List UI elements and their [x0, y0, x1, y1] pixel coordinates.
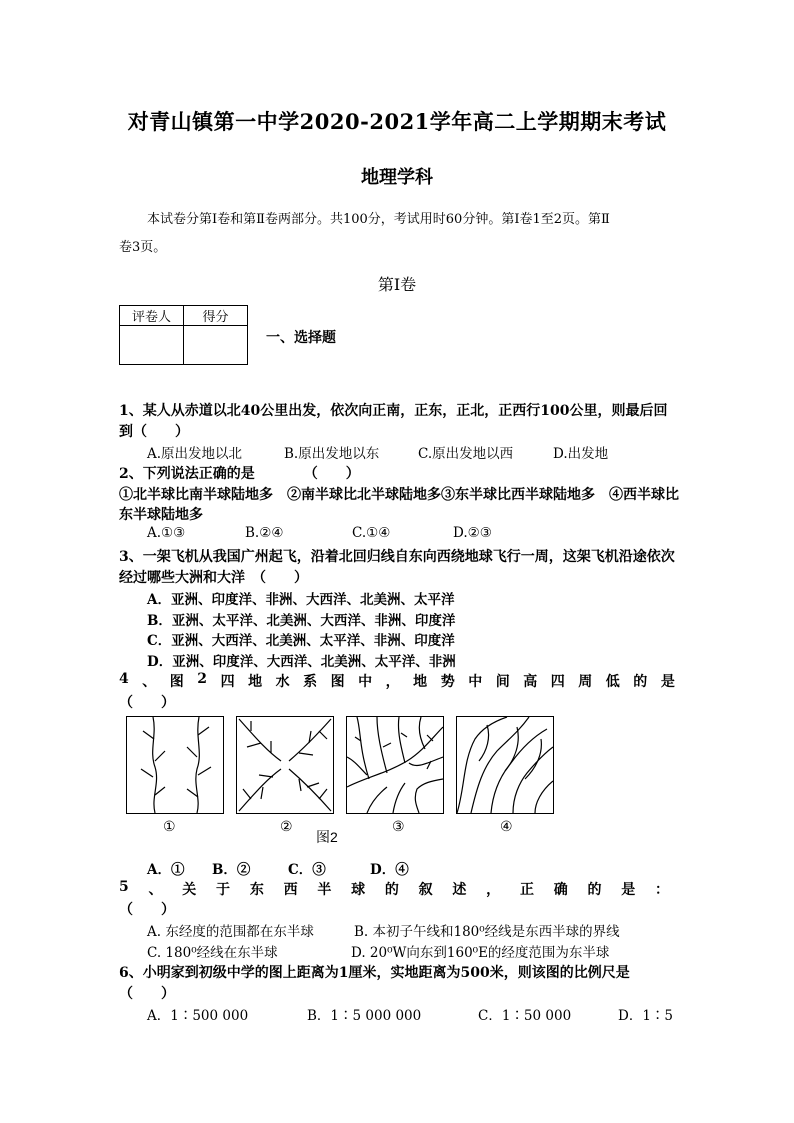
q5-char: 半 — [317, 882, 332, 898]
part-heading: 一、选择题 — [266, 330, 336, 346]
q3-option-d: D．亚洲、印度洋、大西洋、北美洲、太平洋、非洲 — [147, 654, 456, 670]
q5-char: 东 — [249, 882, 264, 898]
figure-label-3: ③ — [392, 819, 405, 835]
score-header: 得分 — [184, 306, 248, 326]
figure-label-1: ① — [163, 819, 176, 835]
q4-char: 四 — [550, 674, 565, 690]
q4-stem — [119, 671, 675, 691]
q4-option-c: C．③ — [288, 862, 326, 878]
q1-option-d: D.出发地 — [553, 446, 609, 462]
q5-char: 的 — [384, 882, 399, 898]
q2-option-b: B.②④ — [245, 525, 284, 541]
q5-char: 述 — [452, 882, 467, 898]
q4-char: 中 — [358, 674, 373, 690]
q1-option-c: C.原出发地以西 — [418, 446, 514, 462]
q2-option-a: A.①③ — [147, 525, 186, 541]
figure-label-4: ④ — [500, 819, 513, 835]
q5-char: 西 — [283, 882, 298, 898]
q5-stem-line2: （ ） — [119, 902, 175, 918]
q2-line2: ①北半球比南半球陆地多 ②南半球比北半球陆地多③东半球比西半球陆地多 ④西半球比 — [119, 487, 679, 503]
q4-char: 势 — [440, 674, 455, 690]
q5-char: 的 — [587, 882, 602, 898]
q6-option-b: B．1∶5 000 000 — [307, 1008, 422, 1024]
q6-stem-line1: 6、小明家到初级中学的图上距离为1厘米，实地距离为500米，则该图的比例尺是 — [119, 965, 630, 981]
q2-option-d: D.②③ — [453, 525, 492, 541]
q4-char: 系 — [303, 674, 318, 690]
q4-char: 地 — [413, 674, 428, 690]
q1-stem-line2: 到（ ） — [119, 424, 189, 440]
q1-stem-line1: 1、某人从赤道以北40公里出发，依次向正南，正东，正北，正西行100公里，则最后回 — [119, 403, 668, 419]
drainage-figure-2 — [236, 716, 334, 814]
exam-title: 对青山镇第一中学2020-2021学年高二上学期期末考试 — [127, 109, 667, 134]
q5-char: 球 — [351, 882, 366, 898]
grader-header: 评卷人 — [120, 306, 184, 326]
q5-char: ， — [486, 882, 501, 898]
q2-line3: 东半球陆地多 — [119, 507, 203, 523]
q4-char: 2 — [197, 671, 208, 687]
score-cell — [184, 326, 248, 365]
q4-option-d: D．④ — [370, 862, 409, 878]
q5-char: ： — [655, 882, 669, 898]
q5-char: 、 — [148, 882, 163, 898]
q4-char: 四 — [220, 674, 235, 690]
q5-char: 确 — [553, 882, 568, 898]
q2-option-c: C.①④ — [352, 525, 391, 541]
q5-char: 5 — [119, 879, 129, 895]
q4-char: 的 — [633, 674, 648, 690]
drainage-figure-4 — [456, 716, 554, 814]
q3-option-a: A．亚洲、印度洋、非洲、大西洋、北美洲、太平洋 — [147, 592, 455, 608]
drainage-figure-1 — [126, 716, 224, 814]
q5-option-a: A. 东经度的范围都在东半球 — [147, 924, 314, 940]
q6-option-c: C．1∶50 000 — [478, 1008, 572, 1024]
q5-option-d: D. 20⁰W向东到160⁰E的经度范围为东半球 — [351, 945, 610, 961]
figure-label-2: ② — [280, 819, 293, 835]
drainage-figure-3 — [346, 716, 444, 814]
q4-char: 周 — [578, 674, 593, 690]
q4-char: 图 — [330, 674, 345, 690]
q5-stem — [119, 879, 669, 899]
q6-option-d: D．1∶5 — [618, 1008, 674, 1024]
subject-title: 地理学科 — [361, 167, 433, 188]
q4-char: 图 — [169, 674, 184, 690]
q1-option-b: B.原出发地以东 — [284, 446, 380, 462]
q4-char: 地 — [248, 674, 263, 690]
q5-char: 正 — [519, 882, 534, 898]
q4-char: 4 — [119, 671, 129, 687]
grader-cell — [120, 326, 184, 365]
q4-char: 水 — [275, 674, 290, 690]
q1-option-a: A.原出发地以北 — [147, 446, 243, 462]
q3-stem-line1: 3、一架飞机从我国广州起飞，沿着北回归线自东向西绕地球飞行一周，这架飞机沿途依次 — [119, 549, 675, 565]
q2-stem: 2、下列说法正确的是 （ ） — [119, 466, 360, 482]
q3-option-b: B．亚洲、太平洋、北美洲、大西洋、非洲、印度洋 — [147, 613, 456, 629]
intro-line-1: 本试卷分第Ⅰ卷和第Ⅱ卷两部分。共100分，考试用时60分钟。第Ⅰ卷1至2页。第Ⅱ — [147, 212, 610, 227]
q5-char: 于 — [216, 882, 231, 898]
q6-option-a: A．1∶500 000 — [147, 1008, 249, 1024]
q4-stem-line2: （ ） — [119, 695, 175, 711]
q5-option-b: B. 本初子午线和180⁰经线是东西半球的界线 — [354, 924, 620, 940]
grading-table — [119, 305, 248, 365]
q5-option-c: C. 180⁰经线在东半球 — [147, 945, 278, 961]
q4-char: 是 — [660, 674, 675, 690]
q4-char: 低 — [605, 674, 620, 690]
figure-caption: 图2 — [316, 829, 338, 845]
q4-char: 中 — [468, 674, 483, 690]
q3-stem-line2: 经过哪些大洲和大洋 （ ） — [119, 570, 308, 586]
q4-option-a: A．① — [147, 862, 185, 878]
q4-char: 、 — [142, 674, 157, 690]
q4-char: ， — [385, 674, 400, 690]
q5-char: 是 — [621, 882, 636, 898]
q6-stem-line2: （ ） — [119, 986, 175, 1002]
q5-char: 关 — [182, 882, 197, 898]
q4-char: 间 — [495, 674, 510, 690]
intro-line-2: 卷3页。 — [119, 240, 167, 255]
q4-char: 高 — [523, 674, 538, 690]
section-title: 第Ⅰ卷 — [377, 275, 417, 294]
q5-char: 叙 — [418, 882, 433, 898]
q3-option-c: C．亚洲、大西洋、北美洲、太平洋、非洲、印度洋 — [147, 633, 455, 649]
q4-option-b: B．② — [212, 862, 251, 878]
